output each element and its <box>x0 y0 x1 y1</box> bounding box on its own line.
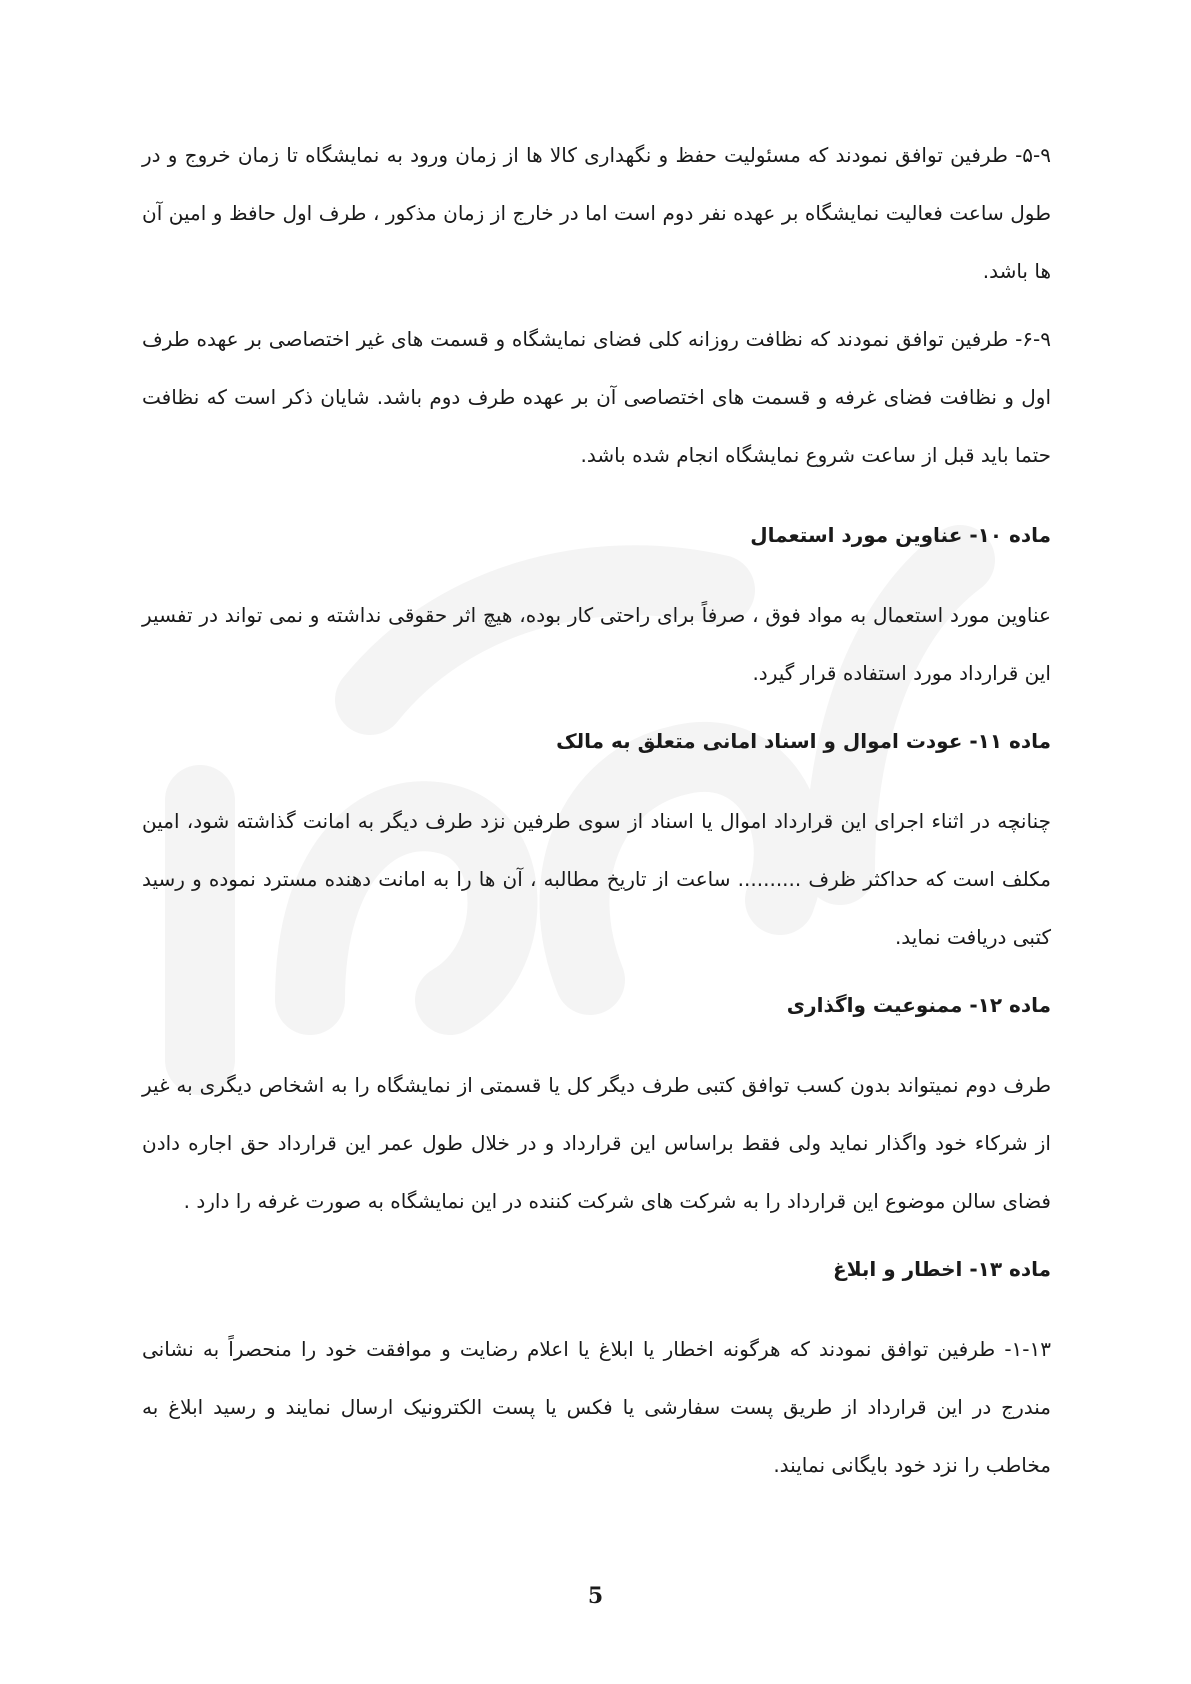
article-13-heading: ماده ۱۳- اخطار و ابلاغ <box>833 1257 1051 1281</box>
clause-9-5: ۵-۹- طرفین توافق نمودند که مسئولیت حفظ و نگهداری کالا ها از زمان ورود به نمایشگاه تا زمان خروج و در طول ساعت فعالیت نمایشگاه بر عهده نفر دوم است اما در خارج از زمان مذکور ، طرف اول حافظ و امین آن ها باشد. <box>142 143 1051 283</box>
document-body <box>142 126 1051 1494</box>
clause-13-1: ۱-۱۳- طرفین توافق نمودند که هرگونه اخطار یا ابلاغ یا اعلام رضایت و موافقت خود را منحصراً به نشانی مندرج در این قرارداد از طریق پست سفارشی یا فکس یا پست الکترونیک ارسال نمایند و رسید ابلاغ به مخاطب را نزد خود بایگانی نمایند. <box>142 1337 1051 1477</box>
article-11-heading: ماده ۱۱- عودت اموال و اسناد امانی متعلق به مالک <box>556 729 1051 753</box>
article-10-heading: ماده ۱۰- عناوین مورد استعمال <box>750 523 1051 547</box>
article-12-body: طرف دوم نمیتواند بدون کسب توافق کتبی طرف دیگر کل یا قسمتی از نمایشگاه را به اشخاص دیگری به غیر از شرکاء خود واگذار نماید ولی فقط براساس این قرارداد و در خلال طول عمر این قرارداد حق اجاره دادن فضای سالن موضوع این قرارداد را به شرکت های شرکت کننده در این نمایشگاه به صورت غرفه را دارد . <box>142 1073 1051 1213</box>
clause-9-6: ۶-۹- طرفین توافق نمودند که نظافت روزانه کلی فضای نمایشگاه و قسمت های غیر اختصاصی بر عهده طرف اول و نظافت فضای غرفه و قسمت های اختصاصی آن بر عهده طرف دوم باشد. شایان ذکر است که نظافت حتما باید قبل از ساعت شروع نمایشگاه انجام شده باشد. <box>142 327 1051 467</box>
article-10-body: عناوین مورد استعمال به مواد فوق ، صرفاً برای راحتی کار بوده، هیچ اثر حقوقی نداشته و نمی تواند در تفسیر این قرارداد مورد استفاده قرار گیرد. <box>142 603 1051 685</box>
article-12-heading: ماده ۱۲- ممنوعیت واگذاری <box>786 993 1051 1017</box>
article-11-body: چنانچه در اثناء اجرای این قرارداد اموال یا اسناد از سوی طرفین نزد طرف دیگر به امانت گذاشته شود، امین مکلف است که حداکثر ظرف .......... ساعت از تاریخ مطالبه ، آن ها را به امانت دهنده مسترد نموده و رسید کتبی دریافت نماید. <box>142 809 1051 949</box>
page-number: 5 <box>587 1583 604 1609</box>
